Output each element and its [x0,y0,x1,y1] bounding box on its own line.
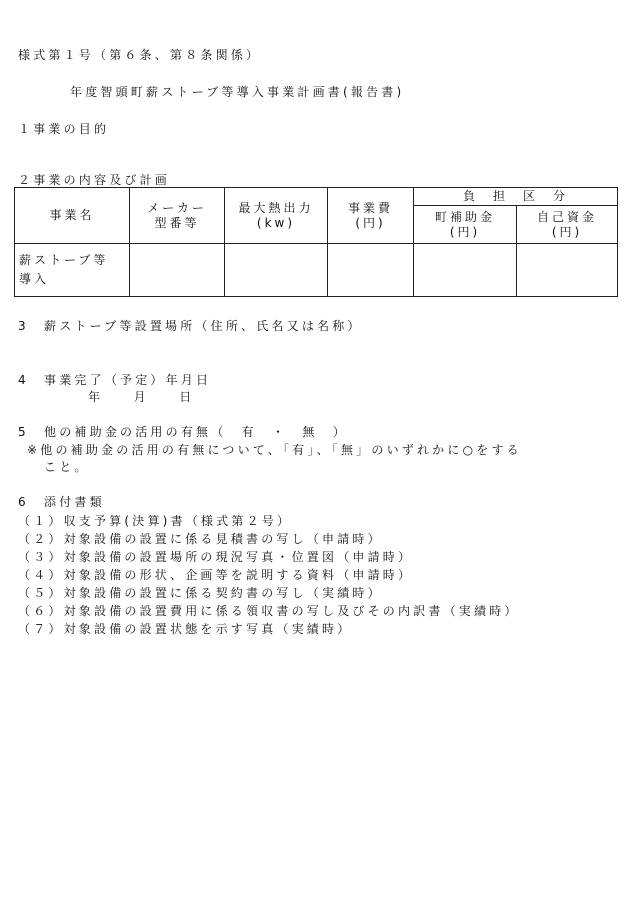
plan-table [14,187,618,297]
section-attachments: 6 添付書類 [18,495,105,509]
section-install-location: 3 薪ストーブ等設置場所（住所、氏名又は名称） [18,319,363,333]
cell-project-cost[interactable] [328,244,414,297]
header-item-name: 事業名 [15,188,130,244]
section-completion-date: 4 事業完了（予定）年月日 [18,373,212,387]
header-own-funds: 自己資金 (円) [517,206,618,244]
table-row [15,244,618,297]
other-subsidy-note-cont: こと。 [44,460,90,474]
section-content-plan: ２事業の内容及び計画 [18,173,171,187]
form-number: 様式第１号（第６条、第８条関係） [18,48,262,62]
attachment-item: （２）対象設備の設置に係る見積書の写し（申請時） [18,532,383,546]
other-subsidy-note: ※他の補助金の活用の有無について、「有」、「無」のいずれかに○をする [27,443,522,457]
completion-date-field[interactable]: 年 月 日 [88,390,195,404]
header-maker-model: メーカー 型番等 [130,188,225,244]
attachment-item: （４）対象設備の形状、企画等を説明する資料（申請時） [18,568,414,582]
attachment-item: （１）収支予算(決算)書（様式第２号） [18,514,293,528]
header-project-cost: 事業費 (円) [328,188,414,244]
section-other-subsidy: 5 他の補助金の活用の有無（ 有 ・ 無 ） [18,425,349,439]
document-title: 年度智頭町薪ストーブ等導入事業計画書(報告書) [70,85,405,99]
attachment-item: （５）対象設備の設置に係る契約書の写し（実績時） [18,586,383,600]
header-town-subsidy: 町補助金 (円) [414,206,517,244]
cell-town-subsidy[interactable] [414,244,517,297]
attachment-item: （３）対象設備の設置場所の現況写真・位置図（申請時） [18,550,414,564]
cell-max-output[interactable] [225,244,328,297]
section-purpose: １事業の目的 [18,122,110,136]
attachment-item: （７）対象設備の設置状態を示す写真（実績時） [18,622,353,636]
cell-maker-model[interactable] [130,244,225,297]
header-burden-category: 負 担 区 分 [414,188,618,206]
row-label-stove: 薪ストーブ等 導入 [15,244,130,297]
cell-own-funds[interactable] [517,244,618,297]
attachment-item: （６）対象設備の設置費用に係る領収書の写し及びその内訳書（実績時） [18,604,520,618]
header-max-output: 最大熱出力 (kw) [225,188,328,244]
